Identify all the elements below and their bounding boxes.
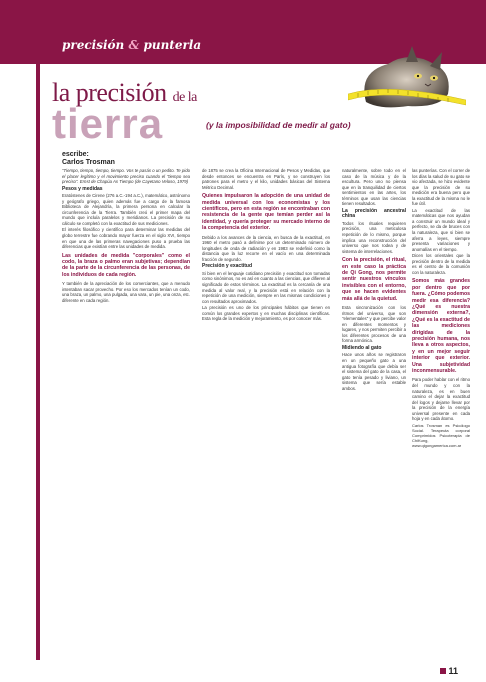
paragraph: de 1875 se crea la Oficina Internacional de Pesos y Medidas, que desde entonces se encuentra en París, y se construyen los patrones para el metro y el kilo, unidades básicas del Sistema Métrico Decimal. — [202, 168, 330, 190]
pull-quote: Con la precisión, el ritual, en este caso la práctica de Qi Gong, nos permite sentir nuestros vínculos invisibles con el entorno, que se hacen evidentes más allá de la quietud. — [342, 257, 406, 302]
section-badge — [62, 38, 201, 52]
article-subtitle: (y la imposibilidad de medir al gato) — [206, 120, 351, 130]
paragraph: Y también de la apreciación de los comerciantes, que a menudo intentaban sacar provecho. Por eso los mercados tenían un codo, una braza, un palmo, una pulgada, una vara, un pie, una onza, etc. diferente en cada región. — [62, 281, 190, 303]
paragraph: las punterías. Con el correr de los días la salud de su gato se vio afectada, se hizo evidente que la precisión de su medición era buena pero que la exactitud de la misma no le fue útil. — [412, 168, 470, 207]
article-body — [62, 168, 470, 648]
paragraph: Carlos Trosman es Psicólogo Social. Terapeuta corporal Comprimidos Psicoterapia de ChiKung, www.qigongamerica.com.ar — [412, 422, 470, 448]
paragraph: Eratóstenes de Cirene (276 a.C.-194 a.C.), matemático, astrónomo y geógrafo griego, quien además fue a cargo de la famosa Biblioteca de Alejandría, la primera persona en calcular la circunferencia de la Tierra. También creó el primer mapa del mundo que incluía paralelos y meridianos. La precisión de su cálculo se completó con la exactitud de sus mediciones. — [62, 193, 190, 226]
title-la-precision: la precisión — [52, 78, 167, 107]
paragraph: Hace unos años se registraron en un pequeño gato a una antigua fotografía que debía ser el sistema del gato de la casa, el gato tenía pesado y liviano, un sistema que sería estable ambos. — [342, 352, 406, 391]
column-3 — [342, 168, 406, 648]
pull-quote: Quienes impulsaron la adopción de una unidad de medida universal con los economistas y los científicos, pero en esta región se encontraban con resistencia de la gente que temían perder así la identidad, y quería proteger su mercado interno de la competencia del exterior. — [202, 193, 330, 232]
column-2 — [202, 168, 330, 648]
section-heading: La precisión ancestral china — [342, 207, 406, 220]
paragraph: El interés filosófico y científico para determinar las medidas del globo terrestre fue cobrando mayor fuerza en el siglo XVI, tiempo en que una de las primeras navegaciones puso a prueba las diferencias que existían entre las unidades de medida. — [62, 227, 190, 250]
paragraph: naturalmente, sobre todo en el caso de la música y de la escultura. Pero uno no piensa que en la tranquilidad de ciertos sentimientos en las artes, los términos que usan las ciencias tienen resultados. — [342, 168, 406, 207]
byline-name: Carlos Trosman — [62, 159, 115, 166]
section-heading: Precisión y exactitud — [202, 263, 253, 270]
paragraph: Dicen los orientales que la precisión dentro de la medida es el centro de la comunión con la naturaleza. — [412, 253, 470, 275]
column-1 — [62, 168, 190, 648]
title-de-la: de la — [172, 90, 197, 105]
paragraph: Debido a los avances de la ciencia, en busca de la exactitud, en 1960 el metro pasó a definirse por un determinado número de longitudes de onda de radiación y en 1983 se redefinió como la distancia que la luz recorre en el vacío en una determinada fracción de segundo. — [202, 234, 330, 262]
end-square-icon — [440, 668, 446, 674]
byline — [62, 151, 115, 167]
section-heading: Midiendo al gato — [342, 344, 382, 351]
paragraph: "Tiempo, tiempo, tiempo, tiempo. Vos te pasás o un pedito. Te pido el placer legítimo y el movimiento preciso cuando el "tiempo sea preciso". Ernst de Chapúa As Tiempo (de Cayetano Veloso, 1979) — [62, 168, 190, 185]
title-big-word: tierra — [52, 100, 164, 147]
paragraph: La exactitud de las matemáticas que nos ayudan a construir un mundo ideal y perfecto, se da de bruces con la naturaleza, que si bien se aferra a leyes, siempre presenta variaciones y anomalías en el tiempo. — [412, 207, 470, 252]
pull-quote: Las unidades de medida "corporales" como el codo, la braza o palmo eran subjetivas; dependían de la parte de la circunferencia de las personas, de los individuos de cada región. — [62, 252, 190, 278]
paragraph: Para poder hablar con el ritmo del mundo y con la naturaleza, es en buen camino el dejar la exactitud del logos y dejarse llevar por la precisión de la energía universal presente en cada hoja y en cada átomo. — [412, 377, 470, 422]
section-amp: & — [124, 38, 144, 52]
section-heading: Pesos y medidas — [62, 185, 103, 192]
section-word-a: precisión — [62, 38, 125, 52]
column-4 — [412, 168, 470, 648]
article-title — [52, 78, 472, 147]
page-number: 11 — [448, 666, 458, 676]
paragraph: Si bien en el lenguaje cotidiano precisión y exactitud son tomadas como sinónimos, no es así en cuanto a las ciencias, que difieren al significado de estos términos. La exactitud es la cercanía de una medida al valor real, y la precisión está en relación con la repetición de una medición, siempre en las mismas condiciones y con resultados aproximados. — [202, 270, 330, 304]
left-accent-rule — [36, 60, 40, 660]
paragraph: Esta sincronización con los ritmos del universo, que son "elementales" y que percibe valor en diferentes momentos y lugares, y nos permiten percibir a los diferentes procesos de una forma armónica. — [342, 305, 406, 344]
paragraph: La precisión es uno de los principales hábitos que tienen en común los grandes expertos y en muchas disciplinas científicas. Esta regla de la medición y mejoramiento, es por conocer más. — [202, 305, 330, 322]
paragraph: Todos los rituales requieren precisión, una meticulosa repetición de lo mismo, porque implica una reconstrucción del universo que nos rodea y de sistema de interrelaciones. — [342, 220, 406, 254]
pull-quote: Somos más grandes por dentro que por fuera. ¿Cómo podemos medir esa diferencia? ¿Qué es nuestra dimensión externa?, ¿Qué es la exactitud de las mediciones dirigidas de la precisión humana, nos lleva a otros aspectos, y en un mejor seguir interior que exterior. Una subjetividad inconmensurable. — [412, 278, 470, 375]
section-word-b: punterla — [143, 38, 202, 52]
byline-label: escribe: — [62, 151, 89, 158]
